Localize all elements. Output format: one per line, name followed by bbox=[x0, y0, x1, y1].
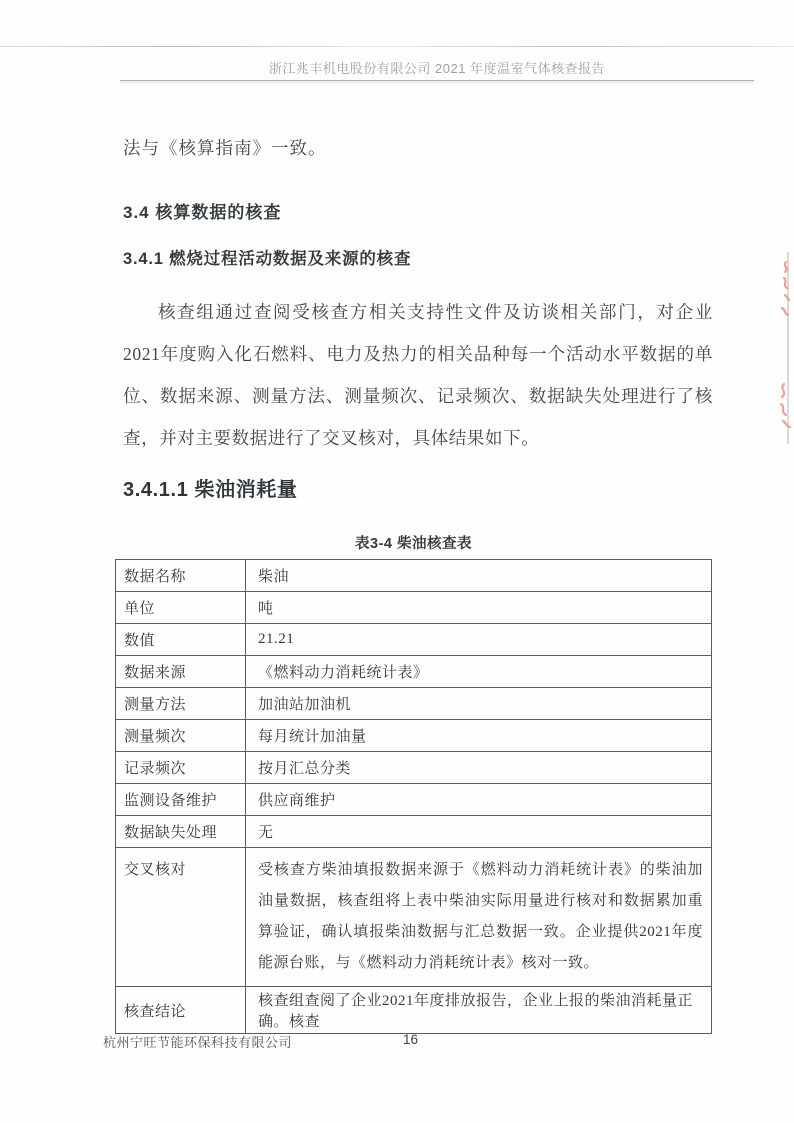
table-row bbox=[116, 720, 712, 752]
row-value: 柴油 bbox=[246, 560, 712, 592]
row-value: 吨 bbox=[246, 592, 712, 624]
row-label: 测量频次 bbox=[116, 720, 246, 752]
table-row bbox=[116, 688, 712, 720]
table-caption: 表3-4 柴油核查表 bbox=[355, 536, 472, 552]
row-value: 加油站加油机 bbox=[246, 688, 712, 720]
footer-company-name: 杭州宁旺节能环保科技有限公司 bbox=[103, 1035, 293, 1050]
red-pen-mark-icon bbox=[768, 380, 794, 428]
row-value: 按月汇总分类 bbox=[246, 752, 712, 784]
table-row bbox=[116, 560, 712, 592]
row-label: 数据名称 bbox=[116, 560, 246, 592]
section-heading-3-4-1-1: 3.4.1.1 柴油消耗量 bbox=[123, 479, 298, 501]
table-row bbox=[116, 784, 712, 816]
section-heading-3-4: 3.4 核算数据的核查 bbox=[123, 203, 282, 222]
row-label: 核查结论 bbox=[116, 987, 246, 1034]
section-3-4-1-paragraph: 核查组通过查阅受核查方相关支持性文件及访谈相关部门，对企业2021年度购入化石燃料、电力及热力的相关品种每一个活动水平数据的单位、数据来源、测量方法、测量频次、记录频次、数据缺失处理进行了核查，并对主要数据进行了交叉核对，具体结果如下。 bbox=[123, 302, 713, 448]
table-row-cross-check bbox=[116, 848, 712, 987]
table-row bbox=[116, 624, 712, 656]
page-header-title: 浙江兆丰机电股份有限公司 2021 年度温室气体核查报告 bbox=[268, 61, 606, 76]
row-value: 受核查方柴油填报数据来源于《燃料动力消耗统计表》的柴油加油量数据，核查组将上表中柴油实际用量进行核对和数据累加重算验证，确认填报柴油数据与汇总数据一致。企业提供2021年度能源台账，与《燃料动力消耗统计表》核对一致。 bbox=[246, 848, 712, 987]
section-heading-3-4-1: 3.4.1 燃烧过程活动数据及来源的核查 bbox=[123, 250, 412, 268]
row-label: 数据缺失处理 bbox=[116, 816, 246, 848]
row-value: 《燃料动力消耗统计表》 bbox=[246, 656, 712, 688]
row-value: 每月统计加油量 bbox=[246, 720, 712, 752]
row-value: 21.21 bbox=[246, 624, 712, 656]
row-value: 供应商维护 bbox=[246, 784, 712, 816]
row-value: 无 bbox=[246, 816, 712, 848]
table-row bbox=[116, 592, 712, 624]
row-label: 单位 bbox=[116, 592, 246, 624]
main-content bbox=[123, 125, 713, 1034]
diesel-check-table bbox=[115, 559, 712, 1034]
table-row bbox=[116, 752, 712, 784]
row-label: 数值 bbox=[116, 624, 246, 656]
footer-page-number: 16 bbox=[403, 1032, 419, 1047]
row-label: 数据来源 bbox=[116, 656, 246, 688]
row-value: 核查组查阅了企业2021年度排放报告，企业上报的柴油消耗量正确。核查 bbox=[246, 987, 712, 1034]
table-row-conclusion bbox=[116, 987, 712, 1034]
row-label: 监测设备维护 bbox=[116, 784, 246, 816]
header-rule bbox=[120, 80, 754, 81]
table-row bbox=[116, 656, 712, 688]
intro-line: 法与《核算指南》一致。 bbox=[123, 138, 327, 158]
table-row bbox=[116, 816, 712, 848]
row-label: 交叉核对 bbox=[116, 848, 246, 987]
row-label: 记录频次 bbox=[116, 752, 246, 784]
row-label: 测量方法 bbox=[116, 688, 246, 720]
scan-artifact-top-line bbox=[0, 46, 794, 47]
red-pen-mark-icon bbox=[772, 258, 794, 318]
